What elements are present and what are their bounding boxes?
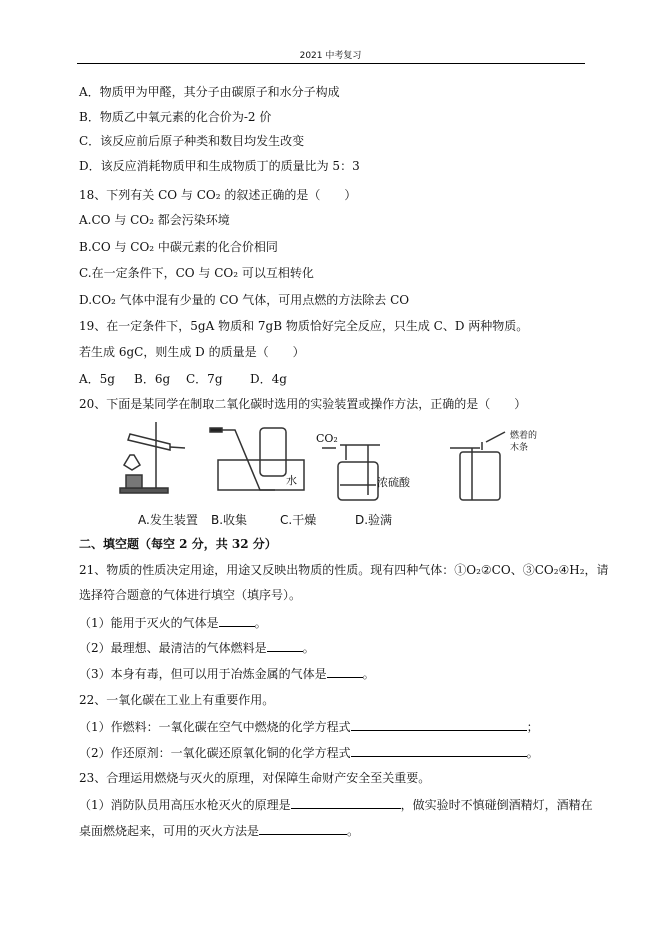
q22-part-1-end: ； <box>526 720 539 734</box>
q17-option-d: D．该反应消耗物质甲和生成物质丁的质量比为 5：3 <box>79 159 360 173</box>
q17-option-b: B．物质乙中氧元素的化合价为-2 价 <box>79 110 272 124</box>
page-header: 2021 中考复习 <box>299 51 362 61</box>
caption-c: C.干燥 <box>280 513 317 527</box>
q18-option-b: B.CO 与 CO₂ 中碳元素的化合价相同 <box>79 240 278 254</box>
q17-option-c: C．该反应前后原子种类和数目均发生改变 <box>79 134 305 148</box>
q18-stem: 18、下列有关 CO 与 CO₂ 的叙述正确的是（ ） <box>79 188 357 202</box>
q18-option-d: D.CO₂ 气体中混有少量的 CO 气体，可用点燃的方法除去 CO <box>79 293 410 307</box>
q21-stem-2: 选择符合题意的气体进行填空（填序号）。 <box>79 588 302 602</box>
generator-apparatus <box>120 422 185 493</box>
q18-option-a: A.CO 与 CO₂ 都会污染环境 <box>79 213 230 227</box>
q23-part-1-text: （1）消防队员用高压水枪灭火的原理是 <box>79 798 291 812</box>
q21-part-2-end: 。 <box>302 641 315 655</box>
water-label: 水 <box>286 474 297 487</box>
q23-part-2-text: 桌面燃烧起来，可用的灭火方法是 <box>79 824 260 838</box>
stick-label-2: 木条 <box>510 443 529 453</box>
q18-option-c: C.在一定条件下，CO 与 CO₂ 可以互相转化 <box>79 266 314 280</box>
q21-part-1-text: （1）能用于灭火的气体是 <box>79 616 219 630</box>
q19-option-c: C．7g <box>186 372 223 386</box>
q22-part-2-text: （2）作还原剂：一氧化碳还原氧化铜的化学方程式 <box>79 746 351 760</box>
q23-part-1-cont: ，做实验时不慎碰倒酒精灯，酒精在 <box>400 798 593 812</box>
q23-stem: 23、合理运用燃烧与灭火的原理，对保障生命财产安全至关重要。 <box>79 771 431 785</box>
stick-label-1: 燃着的 <box>510 431 538 441</box>
acid-label: 浓硫酸 <box>377 476 410 489</box>
q21-part-2-text: （2）最理想、最清洁的气体燃料是 <box>79 641 267 655</box>
q21-stem-1: 21、物质的性质决定用途，用途又反映出物质的性质。现有四种气体：①O₂②CO、③CO₂④H₂，请 <box>79 563 609 577</box>
answer-blank[interactable] <box>259 822 347 835</box>
q23-part-1 <box>79 796 593 812</box>
q22-part-2-end: 。 <box>526 746 539 760</box>
check-full-apparatus <box>450 432 505 500</box>
header-rule <box>77 63 585 64</box>
q21-part-3-text: （3）本身有毒，但可以用于冶炼金属的气体是 <box>79 667 327 681</box>
q22-stem: 22、一氧化碳在工业上有重要作用。 <box>79 693 275 707</box>
q21-part-1-end: 。 <box>254 616 267 630</box>
q17-option-a: A．物质甲为甲醛，其分子由碳原子和水分子构成 <box>79 85 340 99</box>
q19-stem-1: 19、在一定条件下，5gA 物质和 7gB 物质恰好完全反应，只生成 C、D 两种物质。 <box>79 319 529 333</box>
co2-label: CO₂ <box>316 432 338 445</box>
caption-b: B.收集 <box>211 513 248 527</box>
q19-option-d: D．4g <box>250 372 287 386</box>
q19-option-b: B．6g <box>134 372 171 386</box>
q21-part-3-end: 。 <box>362 667 375 681</box>
q22-part-1 <box>79 718 539 734</box>
q23-part-2 <box>79 822 359 838</box>
q22-part-1-text: （1）作燃料：一氧化碳在空气中燃烧的化学方程式 <box>79 720 351 734</box>
q21-part-3 <box>79 665 375 681</box>
answer-blank[interactable] <box>219 614 255 627</box>
q21-part-2 <box>79 639 315 655</box>
answer-blank[interactable] <box>291 796 401 809</box>
caption-a: A.发生装置 <box>138 513 198 527</box>
q19-option-a: A．5g <box>79 372 115 386</box>
q19-options <box>79 372 287 386</box>
answer-blank[interactable] <box>351 744 527 757</box>
section-2-title: 二、填空题（每空 2 分，共 32 分） <box>79 537 277 551</box>
q20-stem: 20、下面是某同学在制取二氧化碳时选用的实验装置或操作方法，正确的是（ ） <box>79 397 527 411</box>
q21-part-1 <box>79 614 267 630</box>
caption-d: D.验满 <box>355 513 393 527</box>
drying-apparatus <box>322 445 380 500</box>
q19-stem-2: 若生成 6gC，则生成 D 的质量是（ ） <box>79 345 305 359</box>
answer-blank[interactable] <box>351 718 527 731</box>
q22-part-2 <box>79 744 539 760</box>
answer-blank[interactable] <box>267 639 303 652</box>
answer-blank[interactable] <box>327 665 363 678</box>
q23-part-2-end: 。 <box>347 824 360 838</box>
